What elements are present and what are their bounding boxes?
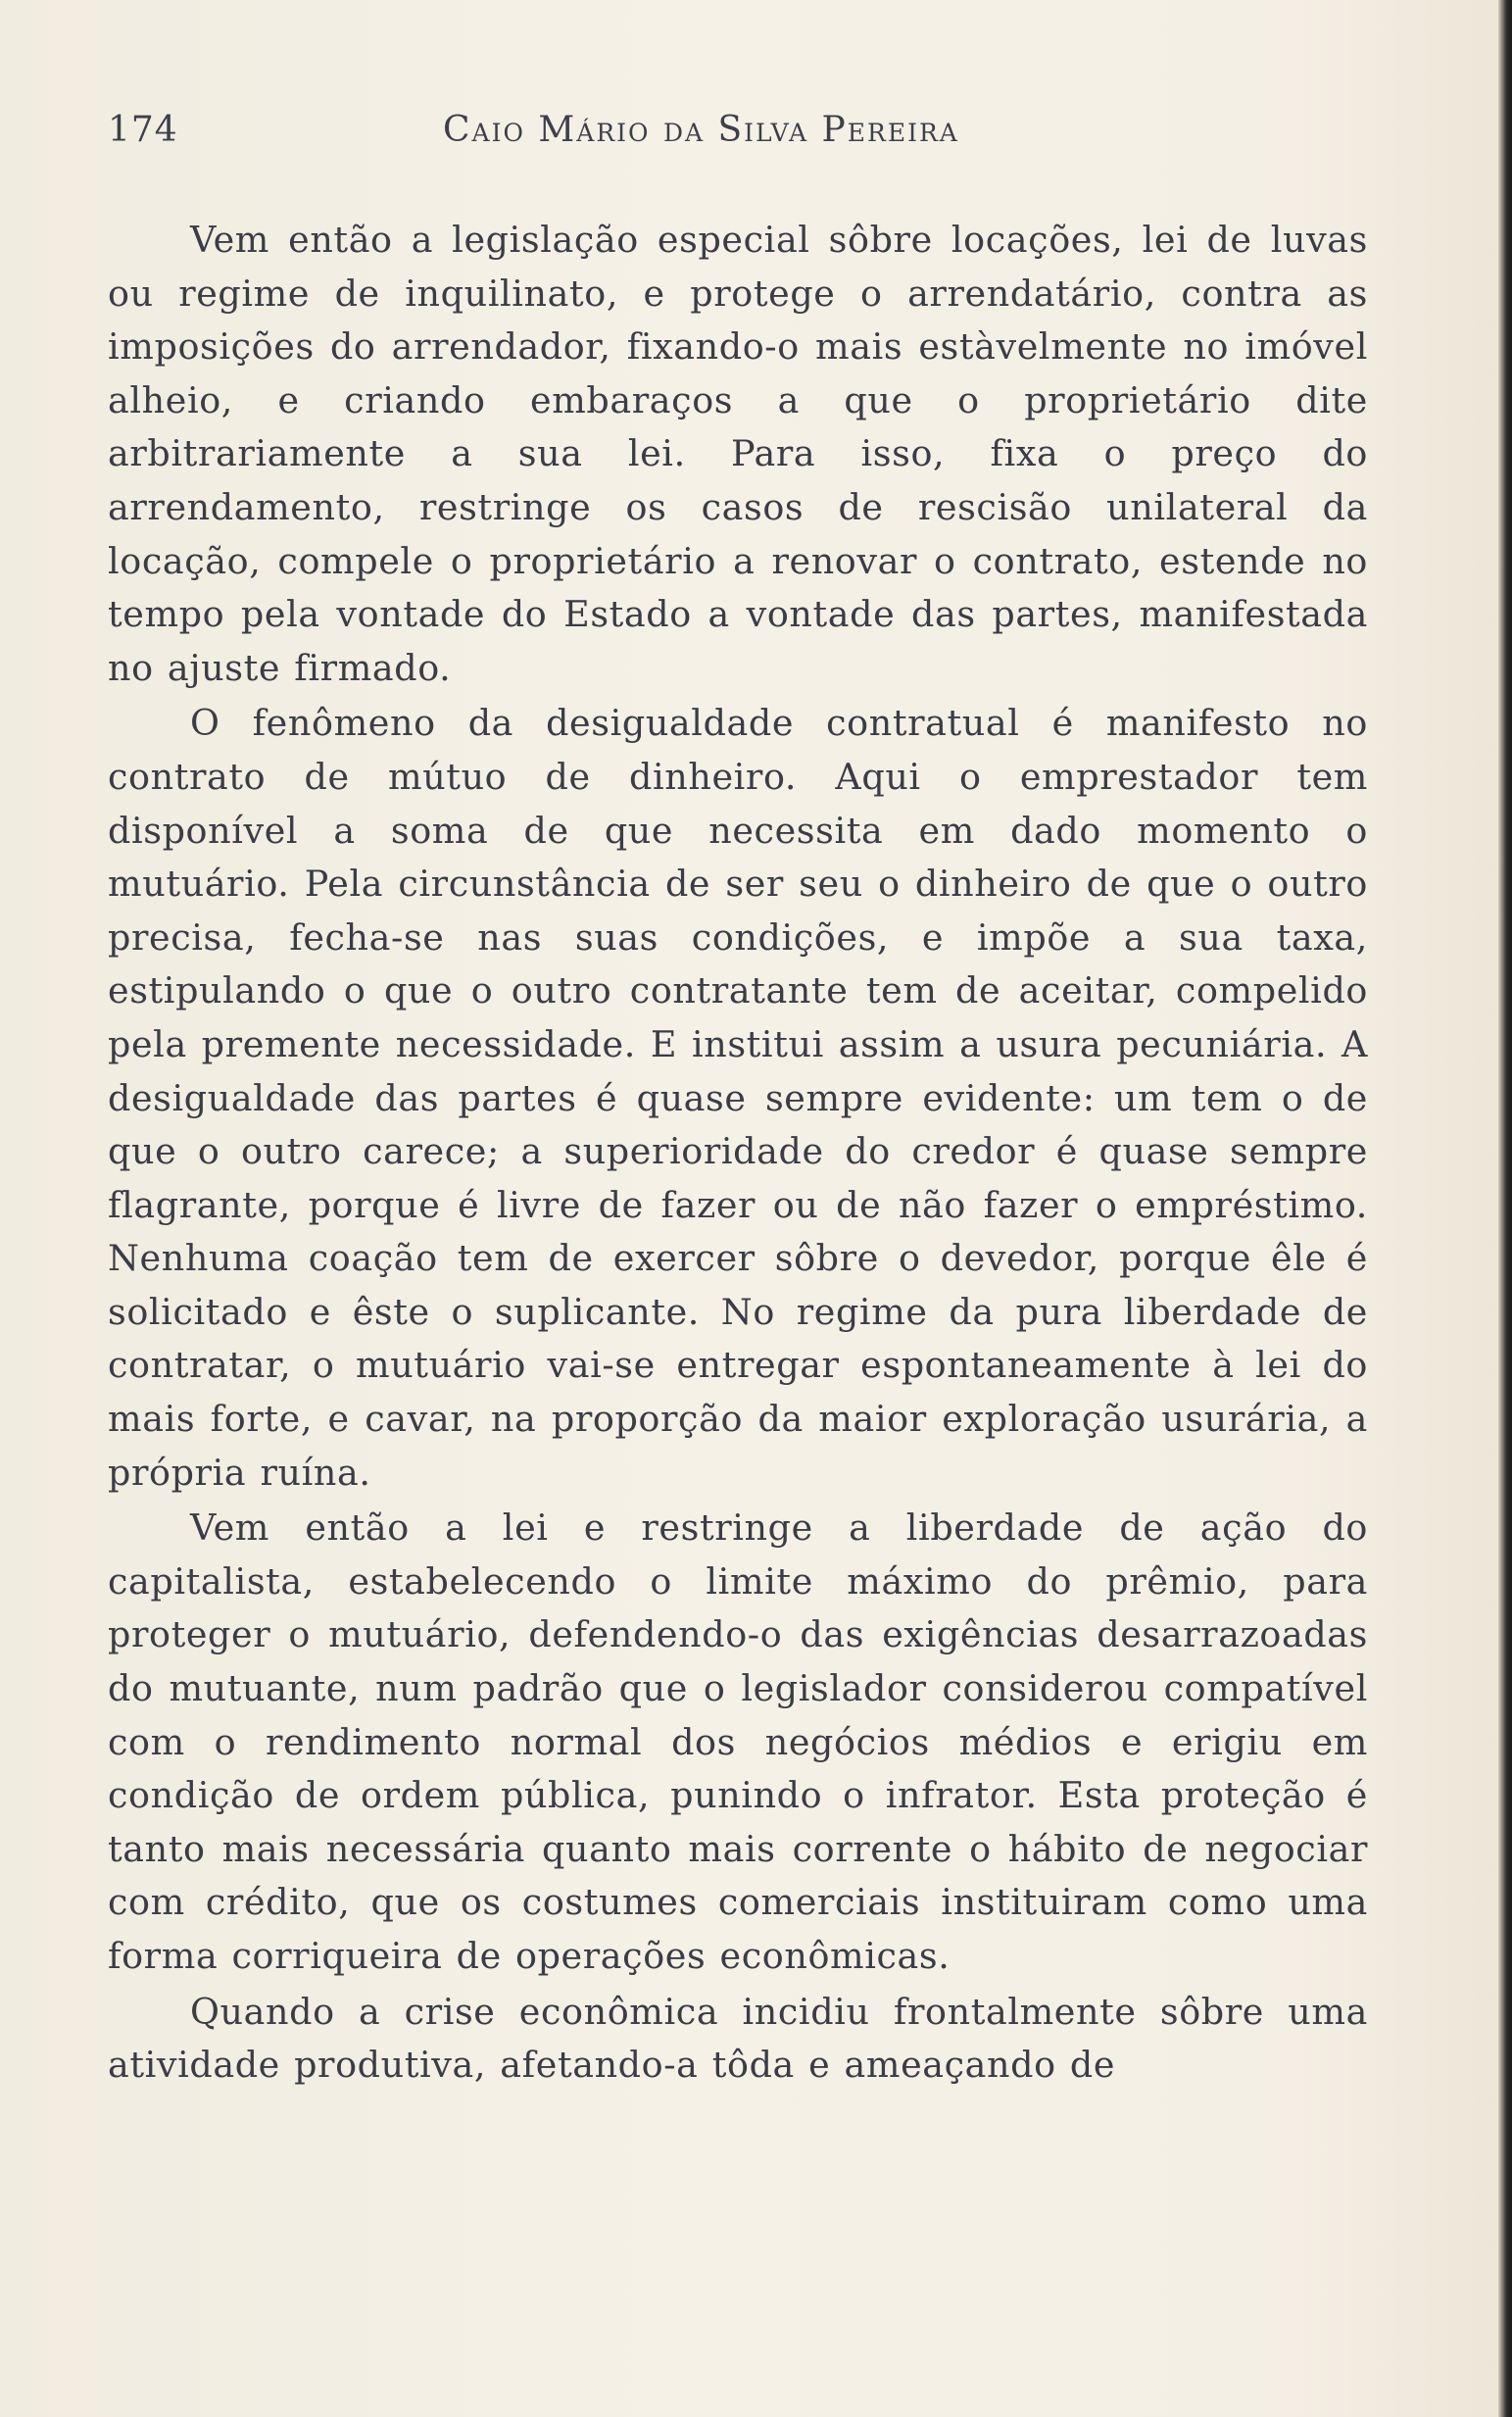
- paragraph: O fenômeno da desigualdade contratual é manifesto no contrato de mútuo de dinheiro. Aqui o emprestador tem disponível a soma de que necessita em dado momento o mutuário. Pela circunstância de ser seu o dinheiro de que o outro precisa, fecha-se nas suas condições, e impõe a sua taxa, estipulando o que o outro contratante tem de aceitar, compelido pela premente necessidade. E institui assim a usura pecuniária. A desigualdade das partes é quase sempre evidente: um tem o de que o outro carece; a superioridade do credor é quase sempre flagrante, porque é livre de fazer ou de não fazer o empréstimo. Nenhuma coação tem de exercer sôbre o devedor, porque êle é solicitado e êste o suplicante. No regime da pura liberdade de contratar, o mutuário vai-se entregar espontaneamente à lei do mais forte, e cavar, na proporção da maior exploração usurária, a própria ruína.: [108, 702, 1368, 1494]
- paragraph: Quando a crise econômica incidiu frontalmente sôbre uma atividade produtiva, afetando-a tôda e ameaçando de: [108, 1990, 1368, 2087]
- running-head: Caio Mário da Silva Pereira: [443, 110, 959, 150]
- body-text: [108, 214, 1368, 2093]
- page-header: [108, 110, 1382, 169]
- paragraph: Vem então a legislação especial sôbre locações, lei de luvas ou regime de inquilinato, e protege o arrendatário, contra as imposições do arrendador, fixando-o mais estàvelmente no imóvel alheio, e criando embaraços a que o proprietário dite arbitrariamente a sua lei. Para isso, fixa o preço do arrendamento, restringe os casos de rescisão unilateral da locação, compele o proprietário a renovar o contrato, estende no tempo pela vontade do Estado a vontade das partes, manifestada no ajuste firmado.: [108, 219, 1368, 689]
- paragraph: Vem então a lei e restringe a liberdade de ação do capitalista, estabelecendo o limite máximo do prêmio, para proteger o mutuário, defendendo-o das exigências desarrazoadas do mutuante, num padrão que o legislador considerou compatível com o rendimento normal dos negócios médios e erigiu em condição de ordem pública, punindo o infrator. Esta proteção é tanto mais necessária quanto mais corrente o hábito de negociar com crédito, que os costumes comerciais instituiram como uma forma corriqueira de operações econômicas.: [108, 1506, 1368, 1977]
- page-number: 174: [108, 110, 178, 150]
- book-spine-shadow: [1498, 0, 1512, 2417]
